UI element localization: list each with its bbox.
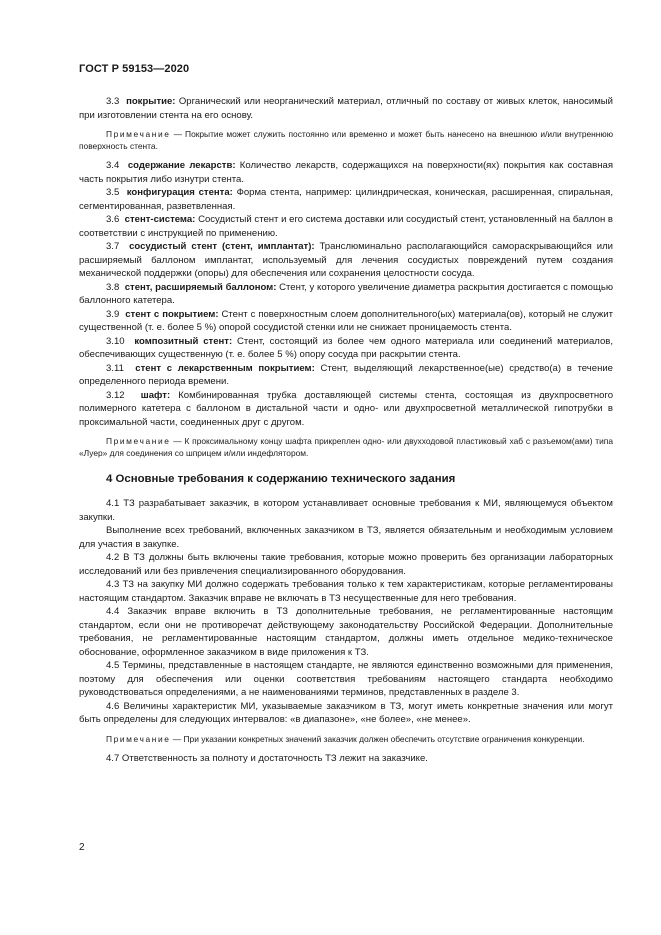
term-number: 3.8: [106, 281, 120, 293]
clause-4-1: 4.1 ТЗ разрабатывает заказчик, в котором устанавливает основные требования к МИ, являющемуся объектом закупки.: [79, 498, 613, 523]
note-label: Примечание: [106, 733, 171, 744]
term-name: стент с покрытием:: [125, 308, 219, 320]
note-text: — К проксимальному концу шафта прикреплен одно- или двухходовой пластиковый хаб с разъемом(ами) типа «Луер» для соединения со шприцем и/или индефлятором.: [79, 436, 613, 458]
term-3-3: [79, 95, 613, 122]
term-3-8: [79, 281, 613, 308]
note-label: Примечание: [106, 436, 171, 446]
clause-4-6: 4.6 Величины характеристик МИ, указываемые заказчиком в ТЗ, могут иметь конкретные значения или могут быть определены для следующих интервалов: «в диапазоне», «не более», «не менее».: [79, 700, 613, 725]
term-number: 3.10: [106, 335, 125, 347]
term-3-9: [79, 308, 613, 335]
term-number: 3.4: [106, 160, 120, 171]
term-name: стент-система:: [124, 214, 196, 225]
term-name: стент, расширяемый баллоном:: [124, 281, 277, 293]
term-definition: Форма стента, например: цилиндрическая, коническая, расширенная, спиральная, сегментированная, разветвленная.: [79, 187, 613, 212]
term-name: стент с лекарственным покрытием:: [135, 362, 315, 374]
term-definition: Стент, выделяющий лекарственное(ые) средство(а) в течение определенного периода времени.: [79, 362, 613, 387]
page-number: 2: [79, 842, 85, 853]
standard-header: ГОСТ Р 59153—2020: [79, 63, 190, 75]
term-definition: Количество лекарств, содержащихся на поверхности(ях) покрытия как составная часть покрытия либо изнутри стента.: [79, 160, 613, 185]
term-3-11: [79, 362, 613, 389]
clause-4-2: 4.2 В ТЗ должны быть включены такие требования, которые можно проверить без организации лабораторных исследований или без привлечения специализированного оборудования.: [79, 552, 613, 577]
term-name: сосудистый стент (стент, имплантат):: [129, 241, 315, 252]
term-name: конфигурация стента:: [126, 187, 233, 198]
note-1: [79, 128, 613, 152]
note-3: [79, 733, 613, 745]
term-name: композитный стент:: [134, 335, 233, 347]
note-2: [79, 435, 613, 459]
term-name: шафт:: [140, 389, 171, 401]
term-3-7: [79, 240, 613, 281]
clause-4-3: 4.3 ТЗ на закупку МИ должно содержать требования только к тем характеристикам, которые регламентированы настоящим стандартом. Заказчик вправе не включать в ТЗ несущественные для него требования.: [79, 579, 613, 604]
term-number: 3.6: [106, 214, 120, 225]
clause-4-1-continued: Выполнение всех требований, включенных заказчиком в ТЗ, является обязательным и необходимым условием для участия в закупке.: [79, 525, 613, 550]
term-definition: Комбинированная трубка доставляющей системы стента, состоящая из двухпросветного полимерного катетера с баллоном в дистальной части и одно- или двухпросветной металлической гипотрубки в проксимальной части, соединенных друг с другом.: [79, 389, 614, 428]
term-name: содержание лекарств:: [127, 160, 236, 171]
term-3-6: [79, 213, 613, 240]
term-3-10: [79, 335, 613, 362]
term-definition: Стент с поверхностным слоем дополнительного(ых) материала(ов), который не служит существенной (т. е. более 5 %) опорой сосудистой стенки или не снижает проницаемость стента.: [79, 308, 613, 333]
term-number: 3.12: [106, 389, 125, 401]
term-definition: Транслюминально располагающийся самораскрывающийся или расширяемый баллоном имплантат, используемый для лечения сосудистых повреждений путем создания механической поддержки (опоры) для обеспечения или сохранения целостности сосуда.: [79, 241, 613, 279]
term-3-4: [79, 159, 613, 186]
section-4-heading: 4 Основные требования к содержанию технического задания: [106, 473, 456, 485]
term-definition: Стент, состоящий из более чем одного материала или соединений материалов, обеспечивающих существенную (т. е. более 5 %) опору сосуда при раскрытии стента.: [79, 335, 614, 360]
term-number: 3.11: [106, 362, 124, 374]
term-definition: Органический или неорганический материал, отличный по составу от живых клеток, наносимый при изготовлении стента на его основу.: [79, 96, 614, 121]
term-3-12: [79, 389, 613, 430]
term-number: 3.5: [106, 187, 120, 198]
term-number: 3.3: [106, 96, 120, 107]
term-number: 3.7: [106, 241, 120, 252]
note-text: — Покрытие может служить постоянно или временно и может быть нанесено на внешнюю и/или внутреннюю поверхность стента.: [79, 129, 613, 151]
term-3-5: [79, 186, 613, 213]
clause-4-7: 4.7 Ответственность за полноту и достаточность ТЗ лежит на заказчике.: [106, 752, 428, 764]
term-name: покрытие:: [126, 96, 176, 107]
term-definition: Стент, у которого увеличение диаметра раскрытия достигается с помощью баллонного катетера.: [79, 281, 613, 306]
note-label: Примечание: [106, 129, 171, 139]
term-number: 3.9: [106, 308, 120, 320]
note-text: — При указании конкретных значений заказчик должен обеспечить отсутствие ограничения конкуренции.: [170, 733, 585, 744]
document-body: [79, 95, 613, 765]
clause-4-5: 4.5 Термины, представленные в настоящем стандарте, не являются единственно возможными для применения, поэтому для обеспечения или оценки соответствия требованиям настоящего стандарта необходимо руководствоваться определениями, а не наименованиями терминов, представленных в разделе 3.: [79, 660, 613, 698]
clause-4-4: 4.4 Заказчик вправе включить в ТЗ дополнительные требования, не регламентированные настоящим стандартом, если они не противоречат действующему законодательству Российской Федерации. Дополнительные требования, не регламентированные настоящим стандартом, должны иметь отдельное медико-техническое обоснование, оформленное заказчиком в виде приложения к ТЗ.: [79, 606, 613, 658]
term-definition: Сосудистый стент и его система доставки или сосудистый стент, установленный на баллон в соответствии с инструкцией по применению.: [79, 214, 613, 239]
